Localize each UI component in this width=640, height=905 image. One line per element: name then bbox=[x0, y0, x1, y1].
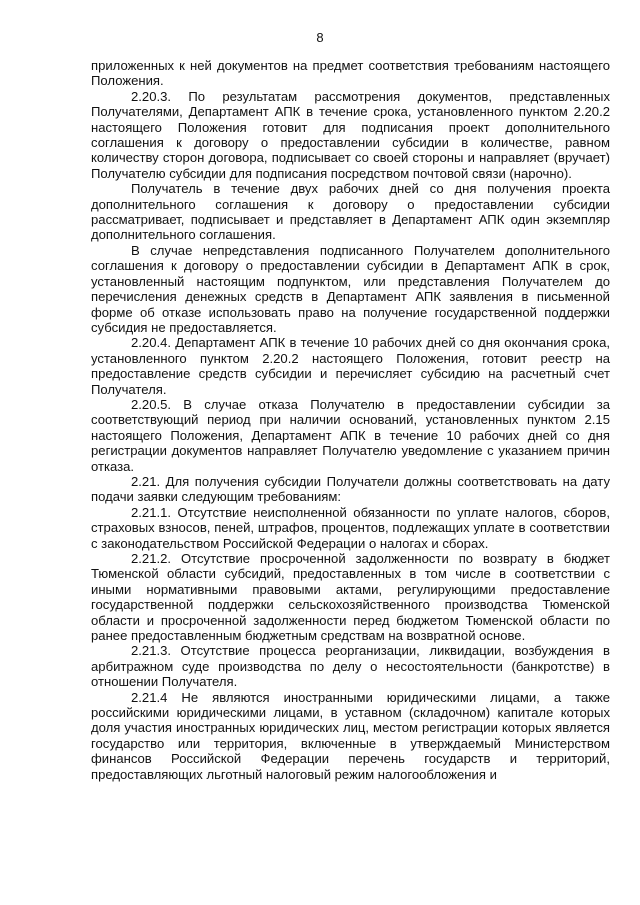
document-body bbox=[91, 58, 610, 782]
page-number: 8 bbox=[316, 30, 324, 45]
paragraph: 2.21.4 Не являются иностранными юридическими лицами, а также российскими юридическими лицами, в уставном (складочном) капитале которых доля участия иностранных юридических лиц, местом регистрации которых является государство или территория, включенные в утверждаемый Министерством финансов Российской Федерации перечень государств и территорий, предоставляющих льготный налоговый режим налогообложения и bbox=[91, 689, 610, 782]
paragraph: 2.21. Для получения субсидии Получатели должны соответствовать на дату подачи заявки следующим требованиям: bbox=[91, 473, 610, 505]
paragraph: Получатель в течение двух рабочих дней со дня получения проекта дополнительного соглашения к договору о предоставлении субсидии рассматривает, подписывает и представляет в Департамент АПК один экземпляр дополнительного соглашения. bbox=[91, 181, 610, 243]
paragraph: 2.21.2. Отсутствие просроченной задолженности по возврату в бюджет Тюменской области субсидий, предоставленных в том числе в соответствии с иными нормативными правовыми актами, регулирующими предоставление государственной поддержки сельскохозяйственного производства Тюменской области и просроченной задолженности перед бюджетом Тюменской области по ранее предоставленным бюджетным средствам на возвратной основе. bbox=[91, 551, 610, 644]
paragraph: В случае непредставления подписанного Получателем дополнительного соглашения к договору о предоставлении субсидии в Департамент АПК в срок, установленный настоящим подпунктом, или представления Получателем до перечисления денежных средств в Департамент АПК заявления в письменной форме об отказе использовать право на получение государственной поддержки субсидия не предоставляется. bbox=[91, 242, 610, 335]
paragraph: 2.21.1. Отсутствие неисполненной обязанности по уплате налогов, сборов, страховых взносов, пеней, штрафов, процентов, подлежащих уплате в соответствии с законодательством Российской Федерации о налогах и сборах. bbox=[91, 504, 610, 551]
paragraph: 2.20.4. Департамент АПК в течение 10 рабочих дней со дня окончания срока, установленного пунктом 2.20.2 настоящего Положения, готовит реестр на предоставление средств субсидии и перечисляет субсидию на расчетный счет Получателя. bbox=[91, 335, 610, 397]
paragraph: 2.20.3. По результатам рассмотрения документов, представленных Получателями, Департамент АПК в течение срока, установленного пунктом 2.20.2 настоящего Положения готовит для подписания проект дополнительного соглашения к договору о предоставлении субсидии в количестве, равном количеству сторон договора, подписывает со своей стороны и направляет (вручает) Получателю субсидии для подписания посредством почтовой связи (нарочно). bbox=[91, 88, 610, 181]
paragraph: 2.20.5. В случае отказа Получателю в предоставлении субсидии за соответствующий период при наличии оснований, установленных пунктом 2.15 настоящего Положения, Департамент АПК в течение 10 рабочих дней со дня регистрации документов направляет Получателю уведомление с указанием причин отказа. bbox=[91, 396, 610, 474]
paragraph: 2.21.3. Отсутствие процесса реорганизации, ликвидации, возбуждения в арбитражном суде производства по делу о несостоятельности (банкротстве) в отношении Получателя. bbox=[91, 643, 610, 690]
paragraph: приложенных к ней документов на предмет соответствия требованиям настоящего Положения. bbox=[91, 58, 610, 89]
